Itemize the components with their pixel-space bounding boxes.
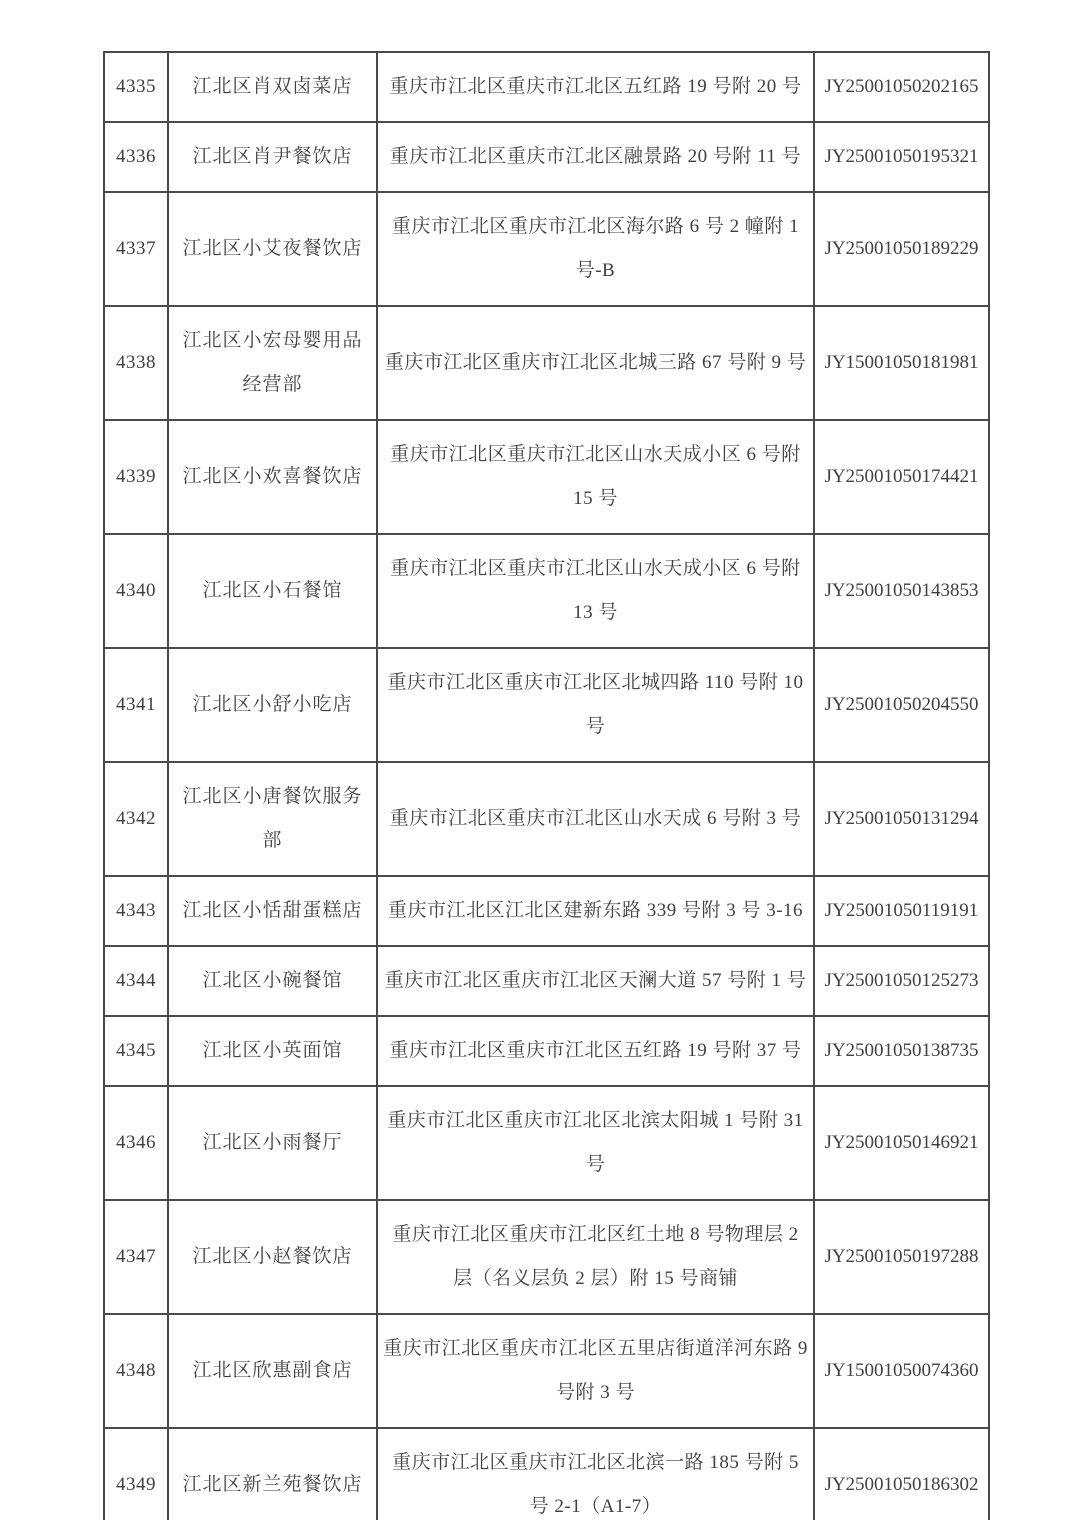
- registry-table: [103, 51, 990, 1520]
- table-row: [104, 762, 989, 876]
- cell-serial-number: 4345: [104, 1016, 168, 1086]
- cell-serial-number: 4342: [104, 762, 168, 876]
- cell-address: 重庆市江北区重庆市江北区红土地 8 号物理层 2 层（名义层负 2 层）附 15 号商铺: [377, 1200, 814, 1314]
- cell-operator-name: 江北区小碗餐馆: [168, 946, 377, 1016]
- cell-address: 重庆市江北区重庆市江北区五里店街道洋河东路 9 号附 3 号: [377, 1314, 814, 1428]
- cell-address: 重庆市江北区重庆市江北区山水天成小区 6 号附 13 号: [377, 534, 814, 648]
- cell-address: 重庆市江北区重庆市江北区融景路 20 号附 11 号: [377, 122, 814, 192]
- table-row: [104, 648, 989, 762]
- table-row: [104, 1428, 989, 1520]
- cell-operator-name: 江北区小宏母婴用品经营部: [168, 306, 377, 420]
- cell-license-number: JY25001050119191: [814, 876, 989, 946]
- cell-operator-name: 江北区肖双卤菜店: [168, 52, 377, 122]
- cell-operator-name: 江北区小英面馆: [168, 1016, 377, 1086]
- cell-address: 重庆市江北区重庆市江北区北城三路 67 号附 9 号: [377, 306, 814, 420]
- cell-address: 重庆市江北区重庆市江北区海尔路 6 号 2 幢附 1 号-B: [377, 192, 814, 306]
- cell-license-number: JY25001050197288: [814, 1200, 989, 1314]
- cell-serial-number: 4348: [104, 1314, 168, 1428]
- cell-license-number: JY15001050181981: [814, 306, 989, 420]
- cell-operator-name: 江北区肖尹餐饮店: [168, 122, 377, 192]
- cell-address: 重庆市江北区重庆市江北区天澜大道 57 号附 1 号: [377, 946, 814, 1016]
- table-row: [104, 306, 989, 420]
- cell-operator-name: 江北区小赵餐饮店: [168, 1200, 377, 1314]
- cell-address: 重庆市江北区重庆市江北区五红路 19 号附 37 号: [377, 1016, 814, 1086]
- table-row: [104, 1016, 989, 1086]
- cell-serial-number: 4336: [104, 122, 168, 192]
- table-row: [104, 534, 989, 648]
- cell-license-number: JY25001050174421: [814, 420, 989, 534]
- cell-serial-number: 4341: [104, 648, 168, 762]
- cell-operator-name: 江北区小雨餐厅: [168, 1086, 377, 1200]
- cell-serial-number: 4344: [104, 946, 168, 1016]
- cell-address: 重庆市江北区重庆市江北区北滨一路 185 号附 5 号 2-1（A1-7）: [377, 1428, 814, 1520]
- cell-serial-number: 4343: [104, 876, 168, 946]
- table-row: [104, 876, 989, 946]
- cell-operator-name: 江北区小艾夜餐饮店: [168, 192, 377, 306]
- cell-serial-number: 4340: [104, 534, 168, 648]
- cell-operator-name: 江北区欣惠副食店: [168, 1314, 377, 1428]
- cell-license-number: JY25001050143853: [814, 534, 989, 648]
- table-row: [104, 1200, 989, 1314]
- cell-license-number: JY25001050146921: [814, 1086, 989, 1200]
- cell-license-number: JY25001050186302: [814, 1428, 989, 1520]
- cell-license-number: JY25001050204550: [814, 648, 989, 762]
- cell-serial-number: 4335: [104, 52, 168, 122]
- cell-address: 重庆市江北区江北区建新东路 339 号附 3 号 3-16: [377, 876, 814, 946]
- cell-serial-number: 4338: [104, 306, 168, 420]
- cell-serial-number: 4346: [104, 1086, 168, 1200]
- cell-address: 重庆市江北区重庆市江北区山水天成小区 6 号附 15 号: [377, 420, 814, 534]
- table-row: [104, 420, 989, 534]
- table-row: [104, 122, 989, 192]
- cell-license-number: JY25001050195321: [814, 122, 989, 192]
- cell-address: 重庆市江北区重庆市江北区五红路 19 号附 20 号: [377, 52, 814, 122]
- cell-address: 重庆市江北区重庆市江北区山水天成 6 号附 3 号: [377, 762, 814, 876]
- table-row: [104, 52, 989, 122]
- cell-serial-number: 4347: [104, 1200, 168, 1314]
- cell-address: 重庆市江北区重庆市江北区北城四路 110 号附 10 号: [377, 648, 814, 762]
- cell-serial-number: 4349: [104, 1428, 168, 1520]
- cell-operator-name: 江北区小舒小吃店: [168, 648, 377, 762]
- cell-operator-name: 江北区小恬甜蛋糕店: [168, 876, 377, 946]
- cell-license-number: JY25001050131294: [814, 762, 989, 876]
- cell-license-number: JY25001050138735: [814, 1016, 989, 1086]
- cell-license-number: JY25001050189229: [814, 192, 989, 306]
- table-row: [104, 192, 989, 306]
- table-row: [104, 946, 989, 1016]
- cell-operator-name: 江北区小石餐馆: [168, 534, 377, 648]
- cell-license-number: JY25001050125273: [814, 946, 989, 1016]
- cell-operator-name: 江北区新兰苑餐饮店: [168, 1428, 377, 1520]
- table-row: [104, 1314, 989, 1428]
- cell-serial-number: 4339: [104, 420, 168, 534]
- cell-license-number: JY25001050202165: [814, 52, 989, 122]
- cell-operator-name: 江北区小唐餐饮服务部: [168, 762, 377, 876]
- cell-address: 重庆市江北区重庆市江北区北滨太阳城 1 号附 31 号: [377, 1086, 814, 1200]
- table-row: [104, 1086, 989, 1200]
- cell-license-number: JY15001050074360: [814, 1314, 989, 1428]
- cell-operator-name: 江北区小欢喜餐饮店: [168, 420, 377, 534]
- registry-table-body: [104, 52, 989, 1520]
- cell-serial-number: 4337: [104, 192, 168, 306]
